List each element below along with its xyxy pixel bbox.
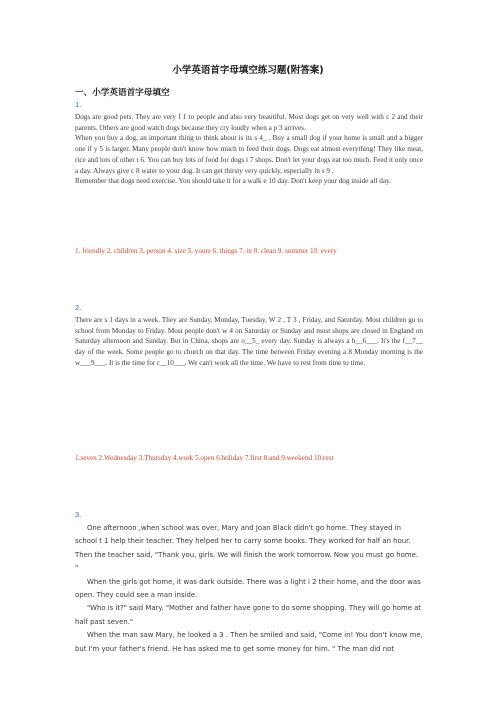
question-2-paragraph: There are s 1 days in a week. They are Sunday, Monday, Tuesday, W 2 , T 3 , Friday, and Saturday. Most children go to school from Monday to Friday. Most people don't w 4 on Saturday or Sunday and most shops are closed in England on Saturday afternoon and Sunday. But in China, shops are o__5_ every day. Sunday is always a h__6___. It's the f__7__ day of the week. Some people go to church on that day. The time between Friday evening a 8 Monday morning is the w___9___. It is the time for r__10___. We can't work all the time. We have to rest from time to time. — [75, 316, 423, 367]
question-3-passage — [75, 522, 423, 656]
question-1-answer: 1. friendly 2. children 3. person 4. size 5. yours 6. things 7. in 8. clean 9. summer 10. every — [75, 247, 337, 255]
question-3-paragraph-4: When the man saw Mary, he looked a 3 . Then he smiled and said, "Come in! You don't know me, but I'm your father's friend. He has asked me to get some money for him. " The man did not — [75, 631, 423, 653]
question-3-paragraph-1: One afternoon ,when school was over, Mary and Joan Black didn't go home. They stayed in school t 1 help their teacher. They helped her to carry some books. They worked for half an hour. Then the teacher said, "Thank you, girls. We will finish the work tomorrow. Now you must go home. " — [75, 524, 418, 573]
question-1-passage — [75, 112, 423, 187]
question-number-1: 1. — [75, 100, 82, 109]
document-title: 小学英语首字母填空练习题(附答案) — [172, 65, 324, 76]
question-1-paragraph-3: Remember that dogs need exercise. You should take it for a walk e 10 day. Don't keep your dog inside all day. — [75, 177, 391, 186]
question-number-2: 2. — [75, 303, 82, 312]
question-3-paragraph-2: When the girls got home, it was dark outside. There was a light i 2 their home, and the door was open. They could see a man inside. — [75, 577, 421, 600]
question-1-paragraph-2: When you buy a dog, an important thing to think about is its s 4_ . Buy a small dog if your home is small and a bigger one if y 5 is larger. Many people don't know how much to feed their dogs. Dogs eat almost everything! They like meat, rice and lots of other t 6. You can buy lots of food for dogs i 7 shops. Don't let your dogs eat too much. Feed it only once a day. Always give c 8 water to your dog. It can get thirsty very quickly, especially in s 9 . — [75, 134, 423, 175]
question-1-paragraph-1: Dogs are good pets. They are very f 1 to people and also very beautiful. Most dogs get on very well with c 2 and their parents. Others are good watch dogs because they cry loudly when a p 3 arrives. — [75, 113, 423, 132]
question-2-answer: 1.seven 2.Wednesday 3.Thursday 4.work 5.open 6.holiday 7.first 8.and 9.weekend 10.rest — [75, 454, 334, 462]
question-3-paragraph-3: "Who is it?" said Mary. "Mother and father have gone to do some shopping. They will go home at half past seven." — [75, 604, 422, 626]
section-heading: 一、小学英语首字母填空 — [75, 88, 170, 98]
question-number-3: 3. — [75, 510, 82, 519]
question-2-passage — [75, 315, 423, 369]
